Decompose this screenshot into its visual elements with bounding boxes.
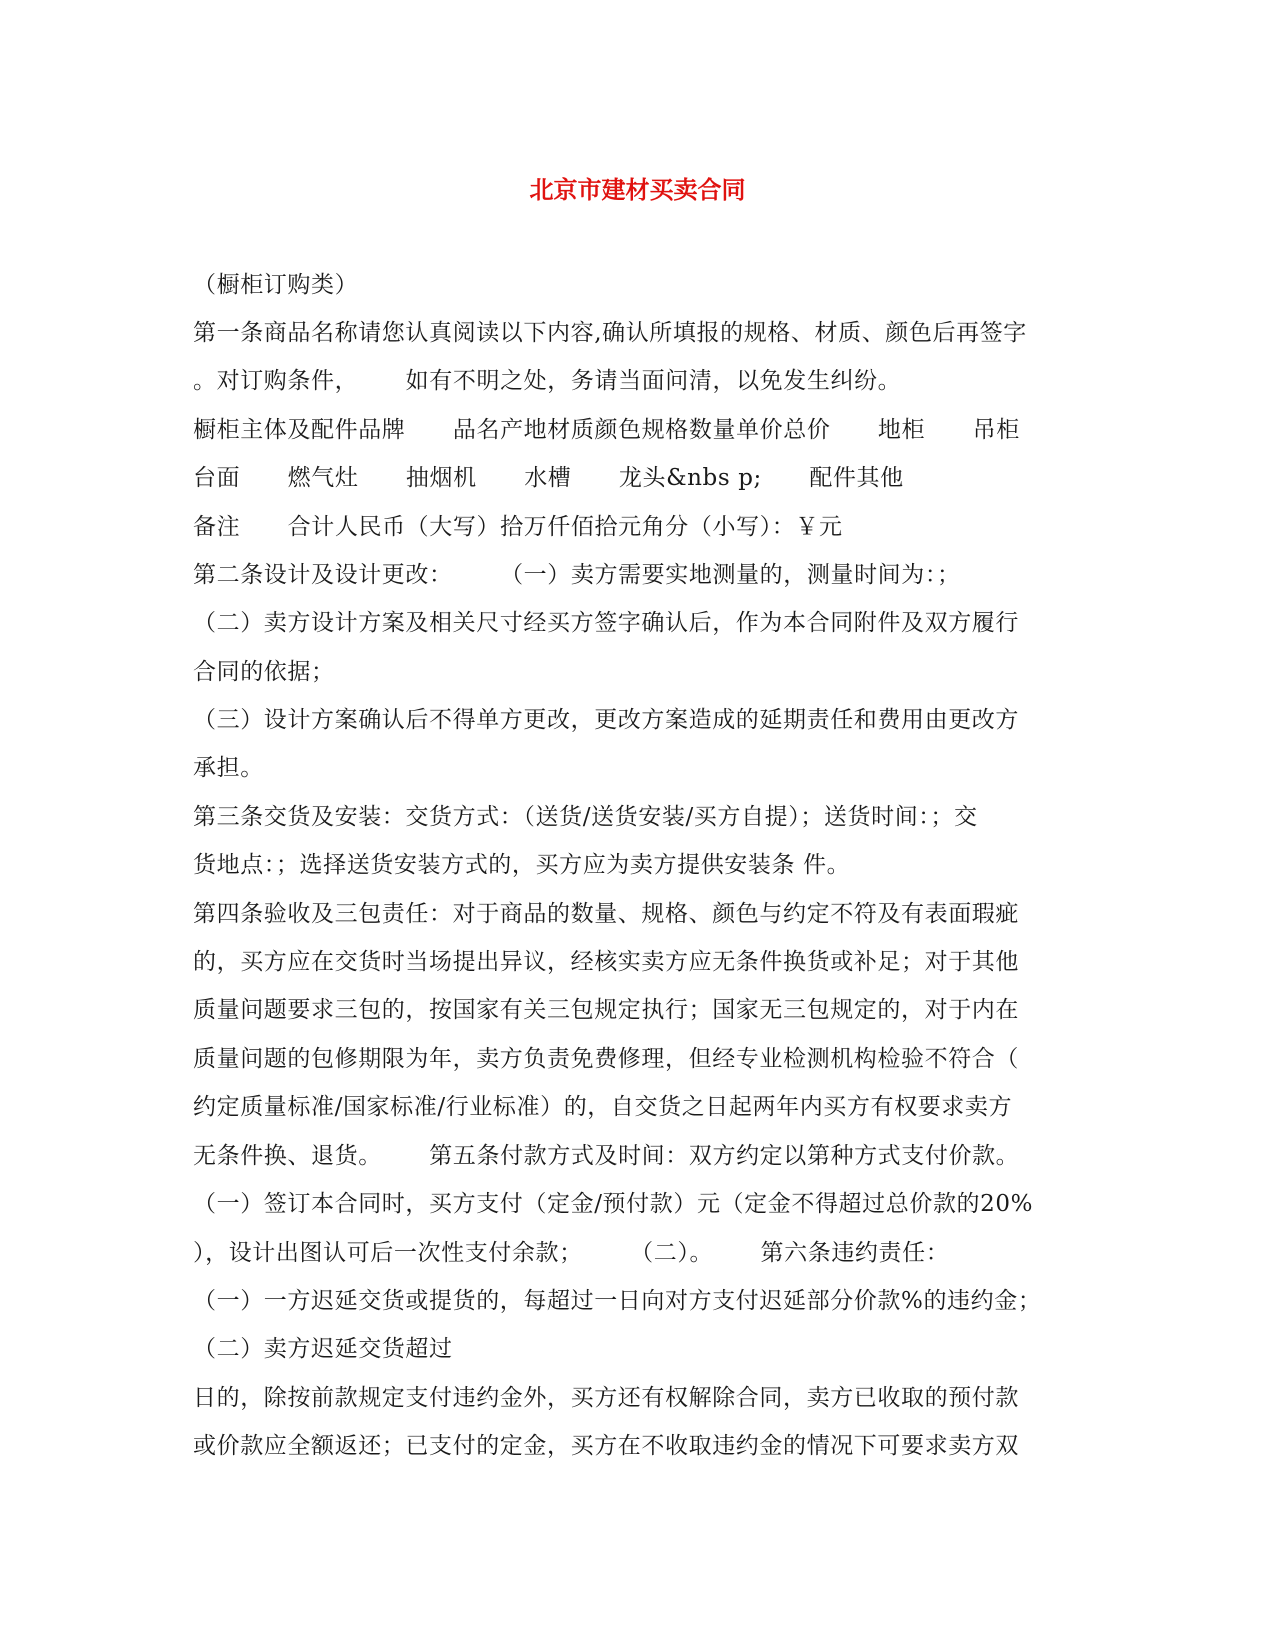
text-line: 合同的依据； (193, 659, 335, 685)
text-line: 。对订购条件， 如有不明之处，务请当面问清，以免发生纠纷。 (193, 368, 902, 394)
text-line: （二）卖方迟延交货超过 (193, 1336, 453, 1362)
text-line: 无条件换、退货。 第五条付款方式及时间：双方约定以第种方式支付价款。 (193, 1143, 1020, 1169)
text-line: 承担。 (193, 755, 264, 781)
text-line: （二）卖方设计方案及相关尺寸经买方签字确认后，作为本合同附件及双方履行 (193, 610, 1019, 636)
text-line: 第一条商品名称请您认真阅读以下内容,确认所填报的规格、材质、颜色后再签字 (193, 320, 1027, 346)
text-line: 第三条交货及安装：交货方式：（送货/送货安装/买方自提）；送货时间：；交 (193, 804, 978, 830)
text-line: 的，买方应在交货时当场提出异议，经核实卖方应无条件换货或补足；对于其他 (193, 949, 1019, 975)
text-line: 或价款应全额返还；已支付的定金，买方在不收取违约金的情况下可要求卖方双 (193, 1433, 1019, 1459)
text-line: 质量问题要求三包的，按国家有关三包规定执行；国家无三包规定的，对于内在 (193, 997, 1019, 1023)
text-line: 约定质量标准/国家标准/行业标准）的，自交货之日起两年内买方有权要求卖方 (193, 1094, 1013, 1120)
text-line: （三）设计方案确认后不得单方更改，更改方案造成的延期责任和费用由更改方 (193, 707, 1019, 733)
text-line: 台面 燃气灶 抽烟机 水槽 龙头&nbs p; 配件其他 (193, 465, 904, 491)
text-line: （橱柜订购类） (193, 272, 359, 298)
text-line: 质量问题的包修期限为年，卖方负责免费修理，但经专业检测机构检验不符合（ (193, 1046, 1019, 1072)
document-title: 北京市建材买卖合同 (529, 175, 746, 204)
text-line: 日的，除按前款规定支付违约金外，买方还有权解除合同，卖方已收取的预付款 (193, 1385, 1019, 1411)
text-line: ），设计出图认可后一次性支付余款； （二）。 第六条违约责任： (193, 1240, 950, 1266)
text-line: （一）一方迟延交货或提货的，每超过一日向对方支付迟延部分价款%的违约金； (193, 1288, 1042, 1314)
text-line: （一）签订本合同时，买方支付（定金/预付款）元（定金不得超过总价款的20% (193, 1191, 1034, 1217)
text-line: 第四条验收及三包责任：对于商品的数量、规格、颜色与约定不符及有表面瑕疵 (193, 901, 1019, 927)
text-line: 第二条设计及设计更改： （一）卖方需要实地测量的，测量时间为：； (193, 562, 961, 588)
text-line: 橱柜主体及配件品牌 品名产地材质颜色规格数量单价总价 地柜 吊柜 (193, 417, 1020, 443)
text-line: 货地点：；选择送货安装方式的，买方应为卖方提供安装条 件。 (193, 852, 851, 878)
text-line: 备注 合计人民币（大写）拾万仟佰拾元角分（小写）：￥元 (193, 514, 843, 540)
